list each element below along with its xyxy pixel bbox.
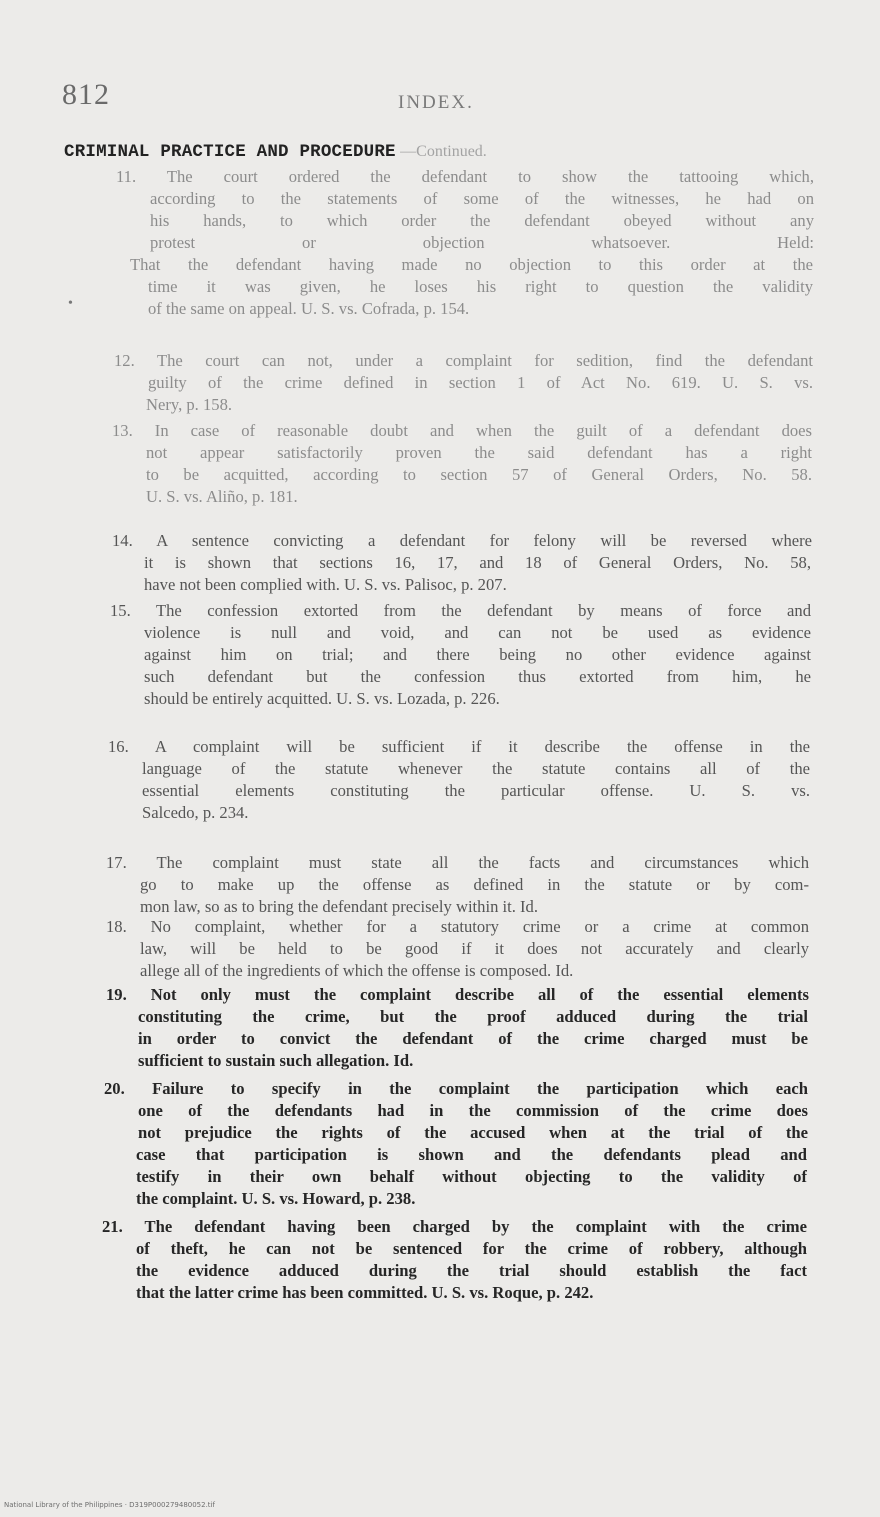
- entry-line: have not been complied with. U. S. vs. Palisoc, p. 207.: [144, 575, 507, 594]
- entry-line: U. S. vs. Aliño, p. 181.: [146, 487, 298, 506]
- entry-line: Salcedo, p. 234.: [142, 803, 249, 822]
- entry-line: of the same on appeal. U. S. vs. Cofrada, p. 154.: [148, 299, 470, 318]
- entry-line: allege all of the ingredients of which the offense is composed. Id.: [140, 961, 574, 980]
- entry-line: That the defendant having made no objection to this order at the: [130, 255, 813, 274]
- entry-line: in order to convict the defendant of the crime charged must be: [138, 1029, 808, 1048]
- entry-line: of theft, he can not be sentenced for the crime of robbery, although: [136, 1239, 807, 1258]
- page-number: 812: [62, 78, 110, 111]
- entry-line: protest or objection whatsoever. Held:: [150, 233, 814, 252]
- entry-first-line: 17. The complaint must state all the facts and circumstances which: [106, 853, 809, 872]
- margin-mark: •: [68, 296, 73, 311]
- running-head: INDEX.: [398, 92, 474, 113]
- scan-footer: National Library of the Philippines · D319P000279480052.tif: [4, 1501, 215, 1509]
- entry-first-line: 21. The defendant having been charged by the complaint with the crime: [102, 1217, 807, 1236]
- index-entry: [40, 350, 820, 416]
- entry-first-line: 19. Not only must the complaint describe all of the essential elements: [106, 985, 809, 1004]
- entry-line: case that participation is shown and the defendants plead and: [136, 1145, 807, 1164]
- index-entry: [40, 600, 820, 710]
- section-continued: —Continued.: [400, 143, 487, 160]
- entry-line: one of the defendants had in the commission of the crime does: [138, 1101, 808, 1120]
- entry-line: the complaint. U. S. vs. Howard, p. 238.: [136, 1189, 416, 1208]
- index-entry: [40, 736, 820, 824]
- entry-first-line: 16. A complaint will be sufficient if it describe the offense in the: [108, 737, 810, 756]
- entry-line: that the latter crime has been committed. U. S. vs. Roque, p. 242.: [136, 1283, 594, 1302]
- entry-line: language of the statute whenever the statute contains all of the: [142, 759, 810, 778]
- entry-first-line: 14. A sentence convicting a defendant for felony will be reversed where: [112, 531, 812, 550]
- index-entry: [40, 1216, 820, 1304]
- entry-first-line: 20. Failure to specify in the complaint the participation which each: [104, 1079, 808, 1098]
- entry-line: essential elements constituting the particular offense. U. S. vs.: [142, 781, 810, 800]
- entry-line: law, will be held to be good if it does not accurately and clearly: [140, 939, 809, 958]
- entry-line: against him on trial; and there being no other evidence against: [144, 645, 811, 664]
- entry-line: it is shown that sections 16, 17, and 18 of General Orders, No. 58,: [144, 553, 811, 572]
- entry-line: Nery, p. 158.: [146, 395, 233, 414]
- index-entry: [40, 166, 820, 320]
- entry-line: should be entirely acquitted. U. S. vs. Lozada, p. 226.: [144, 689, 500, 708]
- entry-line: testify in their own behalf without objecting to the validity of: [136, 1167, 807, 1186]
- index-entry: [40, 1078, 820, 1210]
- entry-line: violence is null and void, and can not be used as evidence: [144, 623, 811, 642]
- entry-line: sufficient to sustain such allegation. Id.: [138, 1051, 414, 1070]
- entry-line: not prejudice the rights of the accused when at the trial of the: [138, 1123, 808, 1142]
- section-title: CRIMINAL PRACTICE AND PROCEDURE: [64, 142, 396, 162]
- entry-first-line: 11. The court ordered the defendant to show the tattooing which,: [116, 167, 814, 186]
- index-entry: [40, 984, 820, 1072]
- entry-line: mon law, so as to bring the defendant precisely within it. Id.: [140, 897, 539, 916]
- entry-first-line: 15. The confession extorted from the defendant by means of force and: [110, 601, 811, 620]
- entry-line: guilty of the crime defined in section 1 of Act No. 619. U. S. vs.: [148, 373, 813, 392]
- entry-line: the evidence adduced during the trial should establish the fact: [136, 1261, 807, 1280]
- entry-line: not appear satisfactorily proven the said defendant has a right: [146, 443, 812, 462]
- entry-first-line: 18. No complaint, whether for a statutory crime or a crime at common: [106, 917, 809, 936]
- entry-line: constituting the crime, but the proof adduced during the trial: [138, 1007, 808, 1026]
- section-heading: [64, 140, 824, 162]
- entry-first-line: 13. In case of reasonable doubt and when the guilt of a defendant does: [112, 421, 812, 440]
- entry-first-line: 12. The court can not, under a complaint for sedition, find the defendant: [114, 351, 813, 370]
- index-entry: [40, 916, 820, 982]
- entry-line: to be acquitted, according to section 57 of General Orders, No. 58.: [146, 465, 812, 484]
- entry-line: his hands, to which order the defendant obeyed without any: [150, 211, 814, 230]
- index-entry: [40, 420, 820, 508]
- entry-line: time it was given, he loses his right to question the validity: [148, 277, 813, 296]
- index-entry: [40, 530, 820, 596]
- entry-line: according to the statements of some of the witnesses, he had on: [150, 189, 814, 208]
- index-entry: [40, 852, 820, 918]
- entry-line: such defendant but the confession thus extorted from him, he: [144, 667, 811, 686]
- entry-line: go to make up the offense as defined in the statute or by com-: [140, 875, 809, 894]
